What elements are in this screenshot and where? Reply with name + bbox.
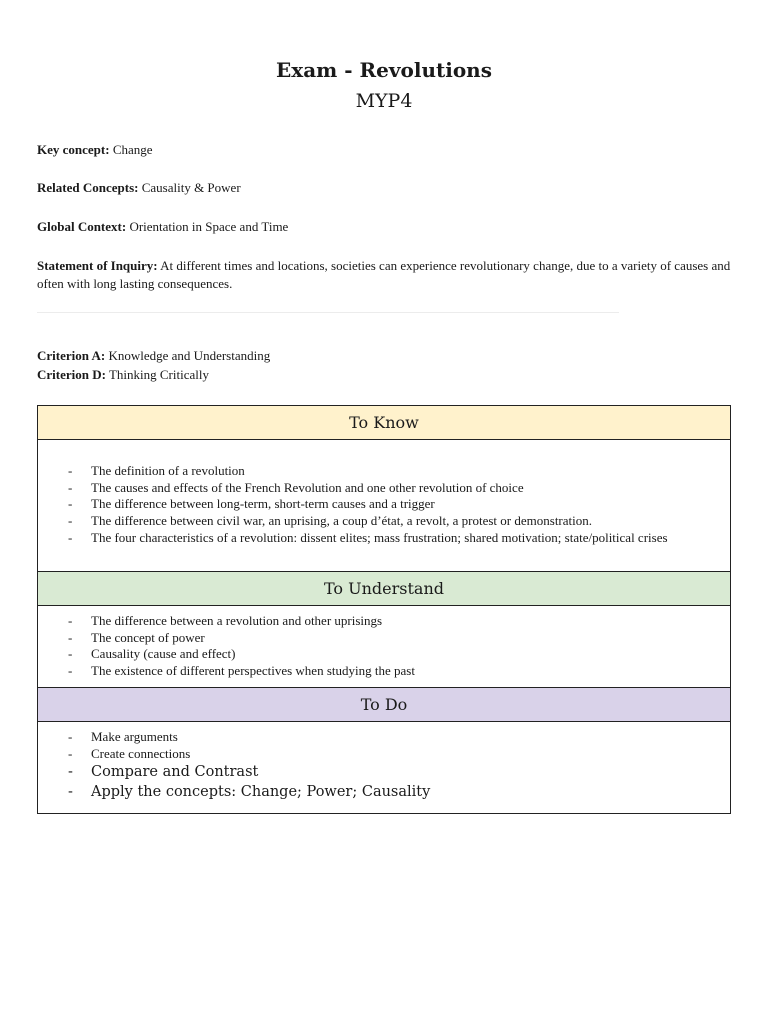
- related-concepts-label: Related Concepts:: [37, 180, 139, 195]
- list-item: - Causality (cause and effect): [38, 646, 730, 663]
- global-context-line: [37, 218, 737, 236]
- list-item: - The concept of power: [38, 630, 730, 647]
- statement-value: At different times and locations, societies can experience revolutionary change, due to a variety of causes and often with long lasting consequences.: [37, 258, 731, 291]
- criterion-d-value: Thinking Critically: [108, 367, 209, 382]
- list-item: - The four characteristics of a revolution: dissent elites; mass frustration; shared motivation; state/political crises: [38, 530, 730, 547]
- list-item: - The difference between civil war, an uprising, a coup d’état, a revolt, a protest or demonstration.: [38, 513, 730, 530]
- page-subtitle: MYP4: [355, 90, 413, 112]
- objectives-table: [37, 405, 731, 814]
- to-do-section: [38, 722, 730, 814]
- related-concepts-line: [37, 179, 737, 197]
- statement-label: Statement of Inquiry:: [37, 258, 158, 273]
- criteria-list: [37, 346, 737, 384]
- key-concept-label: Key concept:: [37, 142, 110, 157]
- list-item: - Make arguments: [38, 729, 730, 746]
- related-concepts-value: Causality & Power: [141, 180, 241, 195]
- list-item: - The difference between long-term, short-term causes and a trigger: [38, 496, 730, 513]
- list-item: - The difference between a revolution and other uprisings: [38, 613, 730, 630]
- list-item: - The causes and effects of the French Revolution and one other revolution of choice: [38, 480, 730, 497]
- list-item: - Apply the concepts: Change; Power; Causality: [38, 782, 730, 802]
- to-know-list: [38, 463, 730, 547]
- criterion-d-label: Criterion D:: [37, 367, 106, 382]
- list-item: - Compare and Contrast: [38, 762, 730, 782]
- to-do-heading: To Do: [38, 688, 730, 722]
- list-item: - The existence of different perspectives when studying the past: [38, 663, 730, 680]
- to-know-heading: To Know: [38, 406, 730, 440]
- criterion-d: [37, 365, 737, 384]
- statement-of-inquiry: [37, 257, 731, 293]
- to-do-list: [38, 729, 730, 802]
- list-item: - Create connections: [38, 746, 730, 763]
- to-understand-heading: To Understand: [38, 572, 730, 606]
- to-understand-list: [38, 613, 730, 680]
- global-context-label: Global Context:: [37, 219, 127, 234]
- to-understand-section: [38, 606, 730, 688]
- key-concept-line: [37, 141, 737, 159]
- global-context-value: Orientation in Space and Time: [129, 219, 289, 234]
- criterion-a-label: Criterion A:: [37, 348, 106, 363]
- list-item: - The definition of a revolution: [38, 463, 730, 480]
- criterion-a: [37, 346, 737, 365]
- criterion-a-value: Knowledge and Understanding: [108, 348, 271, 363]
- divider: [37, 312, 619, 313]
- to-know-section: [38, 440, 730, 572]
- page-title: Exam - Revolutions: [276, 58, 492, 82]
- key-concept-value: Change: [112, 142, 153, 157]
